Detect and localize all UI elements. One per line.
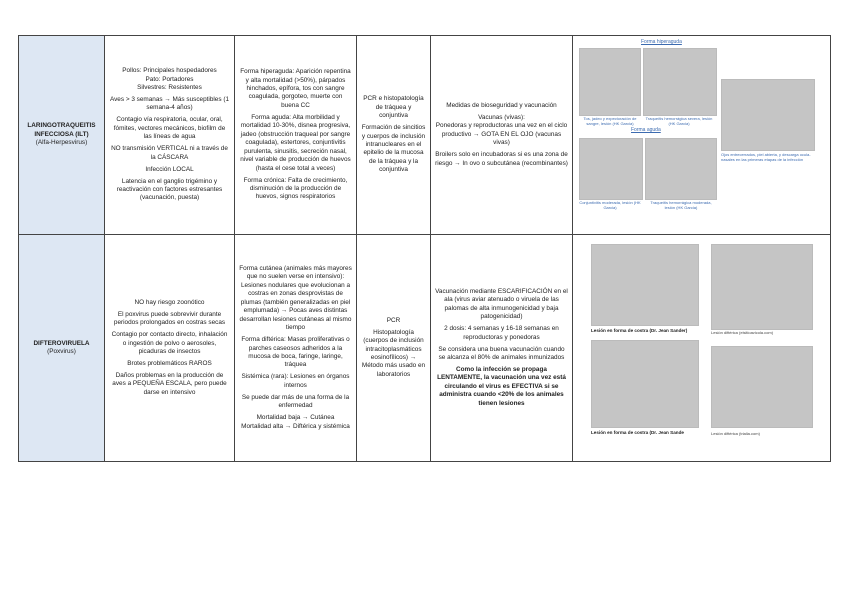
diagnosis-text: Formación de sincitios y cuerpos de inclusión intranucleares en el epitelio de la mucosa de la tráquea y la conjuntiva — [361, 124, 426, 174]
epi-text: El poxvirus puede sobrevivir durante periodos prolongados en costras secas — [113, 310, 226, 327]
epidemiology-cell — [105, 235, 235, 462]
epi-text: Infección LOCAL — [145, 165, 194, 173]
clinical-cell — [235, 235, 357, 462]
clinical-text: Forma crónica: Falta de crecimiento, disminución de la producción de huevos, signos respiratorios — [243, 176, 348, 201]
photos-cell — [573, 235, 831, 462]
diagnosis-cell — [357, 235, 431, 462]
control-text: 2 dosis: 4 semanas y 16-18 semanas en reproductoras y ponedoras — [444, 325, 559, 341]
epi-text: NO transmisión VERTICAL ni a través de la CÁSCARA — [111, 145, 228, 161]
disease-name-cell — [19, 235, 105, 462]
clinical-text: Se puede dar más de una forma de la enfermedad — [241, 393, 350, 410]
control-text: Broilers solo en incubadoras si es una zona de riesgo → In ovo o subcutánea (recombinantes) — [435, 151, 568, 167]
control-text: Se considera una buena vacunación cuando se alcanza el 80% de animales inmunizados — [438, 345, 565, 361]
clinical-text: Forma cutánea (animales más mayores que no suelen verse en intensivo): Lesiones nodulares que evolucionan a costras en zonas desprovistas de plumas (también generalizadas en piel emplumada) → Pocas aves distintas desarrollan lesiones cutáneas al mismo tiempo — [239, 264, 352, 332]
clinical-text: Forma hiperaguda: Aparición repentina y alta mortalidad (>50%), párpados hinchados, epífora, tos con sangre coagulada, gorgoteo, muerte con buena CC — [240, 68, 351, 109]
chicken-photo — [591, 340, 699, 428]
photo-collage — [577, 39, 826, 231]
control-text: Medidas de bioseguridad y vacunación — [446, 101, 557, 109]
clinical-text: Mortalidad baja → Cutánea Mortalidad alta → Diftérica y sistémica — [241, 414, 350, 430]
clinical-text: Forma aguda: Alta morbilidad y mortalidad 10-30%, disnea progresiva, jadeo (obstrucción traqueal por sangre coagulada), estertores, conjuntivitis purulenta, sinusitis, secreción nasal, nivel variable de producción de huevos (hasta el cese total a veces) — [240, 113, 351, 172]
photo-caption: Lesión diftérica (trialia.com) — [711, 431, 760, 436]
epi-text: NO hay riesgo zoonótico — [134, 298, 205, 306]
photo-caption: Tos, jadeo y expectoración de sangre, lesión (HK Garcia) — [583, 116, 637, 126]
epi-text: Aves > 3 semanas → Más susceptibles (1 semana-4 años) — [109, 95, 230, 112]
epi-text: Latencia en el ganglio trigémino y reactivación con factores estresantes (vacunación, puesta) — [116, 177, 223, 202]
photo-caption: Lesión en forma de costra (Dr. Jean Sande — [591, 430, 684, 435]
diagnosis-text: PCR e histopatología de tráquea y conjuntiva — [363, 95, 424, 120]
photo-caption: Traqueítis hemorrágica severa, lesión (HK Garcia) — [645, 116, 713, 126]
diagnosis-text: PCR — [386, 316, 401, 324]
disease-title: DIFTEROVIRUELA — [33, 339, 90, 347]
epidemiology-cell — [105, 36, 235, 235]
epi-text: Pollos: Principales hospedadores Pato: Portadores Silvestres: Resistentes — [122, 67, 217, 91]
clinical-text: Sistémica (rara): Lesiones en órganos internos — [241, 373, 350, 389]
chicken-photo — [591, 244, 699, 326]
photo-caption: Lesión en forma de costra (Dr. Jean Sander) — [591, 328, 688, 333]
control-cell — [431, 235, 573, 462]
control-highlight-text: Como la infección se propaga LENTAMENTE, la vacunación una vez está circulando el virus es EFECTIVA si se administra cuando <20% de los animales tienen lesiones — [437, 365, 566, 407]
beak-lesion-photo — [711, 244, 813, 330]
chicken-photo — [579, 48, 641, 116]
clinical-cell — [235, 36, 357, 235]
control-text: Vacunas (vivas): Ponedoras y reproductoras una vez en el ciclo productivo → GOTA EN EL OJO (vacunas vivas) — [435, 113, 568, 147]
photo-caption: Ojos entrecerrados, piel abierta, y descarga ocula-nasales en las primeras etapas de la infección — [721, 152, 811, 162]
chicken-eye-photo — [721, 79, 815, 151]
diagnosis-text: Histopatología (cuerpos de inclusión intracitoplasmáticos eosinofílicos) → Método más usado en laboratorios — [361, 328, 426, 378]
table-row-difteroviruela — [19, 235, 831, 462]
disease-agent: (Poxvirus) — [47, 348, 76, 355]
beak-lesion-photo — [711, 346, 813, 428]
disease-agent: (Alfa-Herpesvirus) — [35, 139, 88, 147]
photo-header: Forma aguda — [631, 127, 661, 133]
trachea-photo — [645, 138, 717, 200]
disease-table — [18, 35, 831, 462]
chicken-photo — [579, 138, 643, 200]
photo-caption: Traqueítis hemorrágica moderada, lesión (HK Garcia) — [650, 200, 712, 210]
epi-text: Daños problemas en la producción de aves a PEQUEÑA ESCALA, pero puede darse en intensivo — [112, 371, 227, 396]
photo-caption: Conjuntivitis moderada, lesión (HK Garcia) — [579, 200, 641, 210]
trachea-photo — [643, 48, 717, 116]
control-cell — [431, 36, 573, 235]
epi-text: Brotes problemáticos RAROS — [127, 359, 212, 367]
epi-text: Contagio por contacto directo, inhalación o ingestión de polvo o aerosoles, picaduras de insectos — [111, 331, 228, 355]
photo-collage — [577, 238, 826, 458]
diagnosis-cell — [357, 36, 431, 235]
disease-title: LARINGOTRAQUEITIS INFECCIOSA (ILT) — [27, 122, 96, 138]
table-row-ilt — [19, 36, 831, 235]
epi-text: Contagio vía respiratoria, ocular, oral, fómites, vectores mecánicos, biofilm de las líneas de agua — [113, 116, 226, 141]
photo-header: Forma hiperaguda — [641, 39, 682, 45]
control-text: Vacunación mediante ESCARIFICACIÓN en el ala (virus aviar atenuado o viruela de las palomas de alta inmunogenicidad y baja patogenicidad) — [435, 287, 568, 321]
photos-cell — [573, 36, 831, 235]
photo-caption: Lesión diftérica (elsitioavicola.com) — [711, 330, 774, 335]
disease-name-cell — [19, 36, 105, 235]
clinical-text: Forma diftérica: Masas proliferativas o parches caseosos adheridos a la mucosa de boca, faringe, laringe, tráquea — [241, 336, 350, 369]
